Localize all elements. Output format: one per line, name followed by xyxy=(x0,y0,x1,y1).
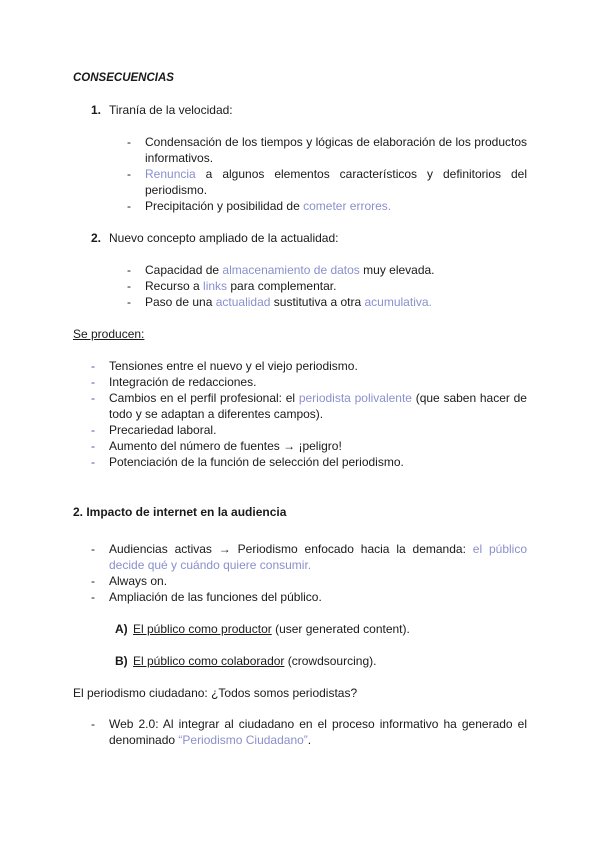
producen-item-6: Potenciación de la función de selección del periodismo. xyxy=(109,455,404,469)
bullet-dash: - xyxy=(127,279,131,293)
highlight-almacenamiento: almacenamiento de datos xyxy=(222,263,360,277)
section2-title: 2. Impacto de internet en la audiencia xyxy=(73,505,287,519)
bullet-dash: - xyxy=(91,574,95,588)
item2-bullet-3-mid: sustitutiva a otra xyxy=(270,295,365,309)
producen-item-2: Integración de redacciones. xyxy=(109,375,257,389)
item2-bullet-2 xyxy=(145,278,336,294)
bullet-dash: - xyxy=(127,135,131,149)
sub-b-label: B) xyxy=(115,654,128,668)
highlight-cometer-errores: cometer errores. xyxy=(303,199,392,213)
bullet-dash: - xyxy=(91,359,95,373)
producen-item-1: Tensiones entre el nuevo y el viejo periodismo. xyxy=(109,359,358,373)
sub-a-label: A) xyxy=(115,622,128,636)
item2-bullet-2-post: para complementar. xyxy=(227,279,337,293)
web20-pre: Web 2.0: Al integrar al ciudadano en el proceso informativo ha generado el denominado xyxy=(109,717,527,747)
producen-item-3 xyxy=(109,390,527,422)
item1-title: Tiranía de la velocidad: xyxy=(109,103,233,117)
bullet-dash: - xyxy=(91,542,95,556)
item1-bullet-3 xyxy=(145,198,391,214)
item2-bullet-1 xyxy=(145,262,435,278)
bullet-dash: - xyxy=(91,717,95,731)
sub-b-underlined: El público como colaborador xyxy=(133,654,285,668)
highlight-actualidad: actualidad xyxy=(215,295,271,309)
bullet-dash: - xyxy=(91,391,95,405)
item1-bullet-3-text: Precipitación y posibilidad de xyxy=(145,199,304,213)
sub-b-rest: (crowdsourcing). xyxy=(284,654,377,668)
sub-a-underlined: El público como productor xyxy=(133,622,272,636)
bullet-dash: - xyxy=(91,455,95,469)
sub-a-text xyxy=(133,621,410,637)
highlight-acumulativa: acumulativa. xyxy=(364,295,432,309)
producen-item-3-pre: Cambios en el perfil profesional: el xyxy=(109,391,299,405)
highlight-periodista-polivalente: periodista polivalente xyxy=(298,391,412,405)
se-producen-heading: Se producen: xyxy=(73,327,145,341)
bullet-dash: - xyxy=(91,439,95,453)
bullet-dash: - xyxy=(127,295,131,309)
bullet-dash: - xyxy=(91,423,95,437)
highlight-publico-decide: el público decide qué y cuándo quiere consumir. xyxy=(109,542,527,572)
item2-bullet-1-post: muy elevada. xyxy=(359,263,435,277)
periodismo-ciudadano-question: El periodismo ciudadano: ¿Todos somos periodistas? xyxy=(73,686,358,700)
item2-bullet-3 xyxy=(145,294,432,310)
producen-item-5: Aumento del número de fuentes → ¡peligro! xyxy=(109,439,342,453)
item2-bullet-3-pre: Paso de una xyxy=(145,295,216,309)
heading-consecuencias: CONSECUENCIAS xyxy=(73,72,174,84)
audiencia-item-1-pre: Audiencias activas → Periodismo enfocado hacia la demanda: xyxy=(109,542,473,556)
sub-a-rest: (user generated content). xyxy=(271,622,410,636)
audiencia-item-2: Always on. xyxy=(109,574,168,588)
highlight-periodismo-ciudadano: “Periodismo Ciudadano” xyxy=(178,733,308,747)
bullet-dash: - xyxy=(127,263,131,277)
audiencia-item-1 xyxy=(109,541,527,573)
producen-item-3-post: (que saben hacer de todo y se adaptan a diferentes campos). xyxy=(109,391,527,421)
bullet-dash: - xyxy=(127,199,131,213)
bullet-dash: - xyxy=(91,375,95,389)
item1-bullet-2-text: a algunos elementos característicos y definitorios del periodismo. xyxy=(145,167,527,197)
audiencia-item-3: Ampliación de las funciones del público. xyxy=(109,590,322,604)
sub-b-text xyxy=(133,653,376,669)
item2-bullet-1-pre: Capacidad de xyxy=(145,263,223,277)
highlight-links: links xyxy=(203,279,228,293)
bullet-dash: - xyxy=(91,590,95,604)
item2-number: 2. xyxy=(91,231,102,245)
item2-title: Nuevo concepto ampliado de la actualidad: xyxy=(109,231,339,245)
bullet-dash: - xyxy=(127,167,131,181)
item2-bullet-2-pre: Recurso a xyxy=(145,279,204,293)
item1-bullet-1: Condensación de los tiempos y lógicas de elaboración de los productos informativos. xyxy=(145,135,527,165)
item1-bullet-2 xyxy=(145,166,527,198)
highlight-renuncia: Renuncia xyxy=(145,167,196,181)
web20-item xyxy=(109,716,527,748)
producen-item-4: Precariedad laboral. xyxy=(109,423,217,437)
item1-number: 1. xyxy=(91,103,102,117)
web20-post: . xyxy=(307,733,312,747)
